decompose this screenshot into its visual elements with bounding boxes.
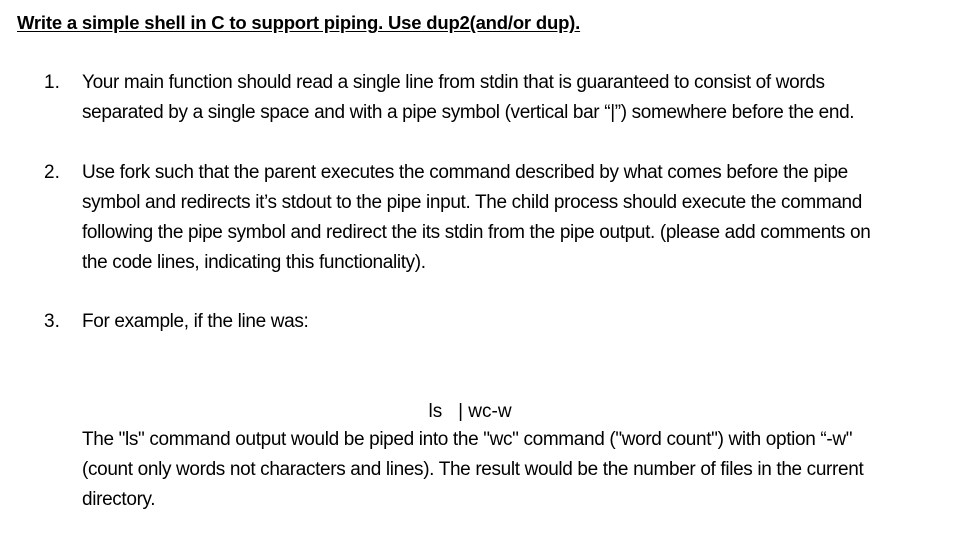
text-line: For example, if the line was: xyxy=(82,311,309,332)
example-command: ls | wc-w xyxy=(428,401,512,422)
explanation-text xyxy=(82,425,952,515)
text-line: (count only words not characters and lines). The result would be the number of files in the current xyxy=(82,459,864,480)
text-line: symbol and redirects it’s stdout to the pipe input. The child process should execute the command xyxy=(82,192,862,213)
document-title: Write a simple shell in C to support piping. Use dup2(and/or dup). xyxy=(17,12,581,33)
list-number: 1. xyxy=(44,72,60,93)
text-line: the code lines, indicating this functionality). xyxy=(82,252,426,273)
list-number: 3. xyxy=(44,311,60,332)
text-line: directory. xyxy=(82,489,156,510)
list-item-text xyxy=(82,158,952,278)
text-line: following the pipe symbol and redirect the its stdin from the pipe output. (please add comments on xyxy=(82,222,871,243)
text-line: The "ls" command output would be piped into the "wc" command ("word count") with option “-w" xyxy=(82,429,853,450)
list-item-text xyxy=(82,68,952,128)
list-number: 2. xyxy=(44,162,60,183)
list-item-text xyxy=(82,307,952,337)
text-line: Use fork such that the parent executes the command described by what comes before the pipe xyxy=(82,162,848,183)
text-line: separated by a single space and with a pipe symbol (vertical bar “|”) somewhere before the end. xyxy=(82,102,855,123)
text-line: Your main function should read a single line from stdin that is guaranteed to consist of words xyxy=(82,72,825,93)
